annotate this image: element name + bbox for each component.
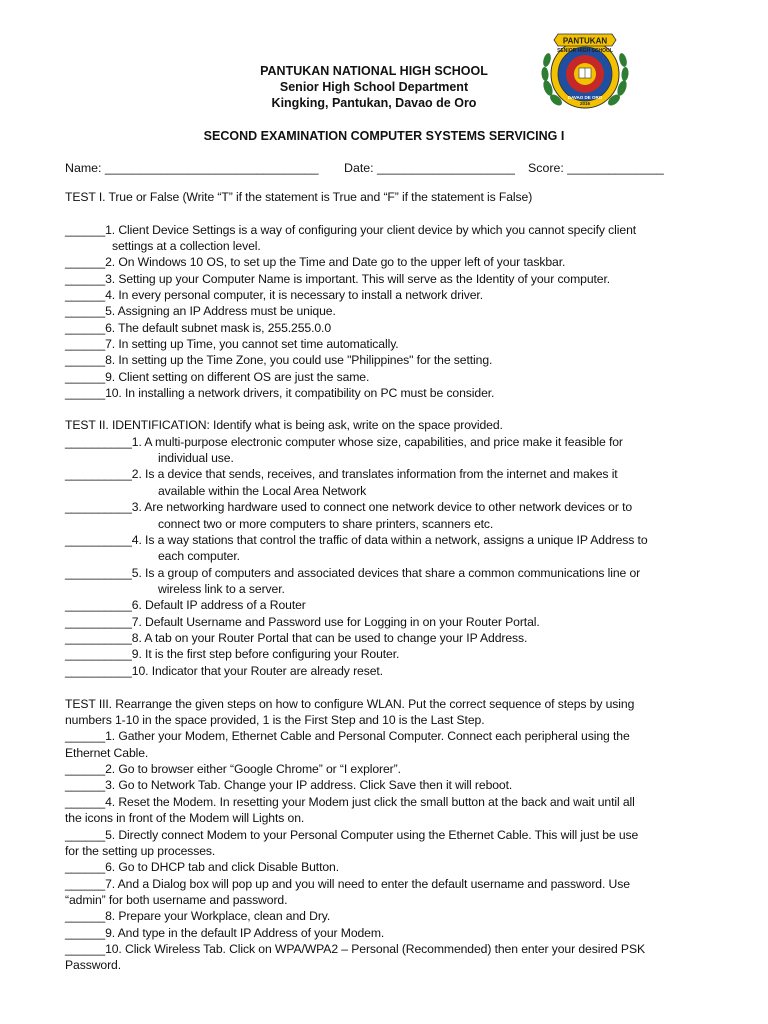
test3-item: ______6. Go to DHCP tab and click Disable Button. <box>65 860 339 874</box>
test2-item: __________10. Indicator that your Router are already reset. <box>65 664 383 678</box>
test2-item: __________1. A multi-purpose electronic computer whose size, capabilities, and price make it feasible for <box>65 435 623 449</box>
name-field: Name: _______________________________ <box>65 161 319 175</box>
test1-item-cont: settings at a collection level. <box>112 239 261 253</box>
test3-item: ______4. Reset the Modem. In resetting your Modem just click the small button at the back and wait until all <box>65 795 635 809</box>
test3-item: ______7. And a Dialog box will pop up and you will need to enter the default username and password. Use <box>65 877 630 891</box>
test1-item: ______8. In setting up the Time Zone, you could use "Philippines" for the setting. <box>65 353 493 367</box>
department-name: Senior High School Department <box>279 80 469 94</box>
test2-item-cont: each computer. <box>158 549 240 563</box>
school-name: PANTUKAN NATIONAL HIGH SCHOOL <box>260 64 488 78</box>
test3-heading-cont: numbers 1-10 in the space provided, 1 is the First Step and 10 is the Last Step. <box>65 713 485 727</box>
test2-item: __________4. Is a way stations that control the traffic of data within a network, assigns a unique IP Address to <box>65 533 648 547</box>
test1-item: ______2. On Windows 10 OS, to set up the Time and Date go to the upper left of your taskbar. <box>65 255 566 269</box>
test2-item: __________8. A tab on your Router Portal that can be used to change your IP Address. <box>65 631 528 645</box>
test3-item: ______2. Go to browser either “Google Chrome” or “I explorer”. <box>65 762 401 776</box>
test3-item: ______8. Prepare your Workplace, clean and Dry. <box>65 909 331 923</box>
test2-item: __________6. Default IP address of a Router <box>65 598 306 612</box>
test3-item-cont: “admin” for both username and password. <box>65 893 288 907</box>
test3-item: ______5. Directly connect Modem to your Personal Computer using the Ethernet Cable. This will just be use <box>65 828 639 842</box>
test2-item: __________3. Are networking hardware used to connect one network device to other network devices or to <box>65 500 633 514</box>
test3-item-cont: Password. <box>65 958 121 972</box>
test3-item: ______1. Gather your Modem, Ethernet Cable and Personal Computer. Connect each peripheral using the <box>65 729 630 743</box>
test1-item: ______10. In installing a network drivers, it compatibility on PC must be consider. <box>65 386 495 400</box>
score-field: Score: ______________ <box>528 161 664 175</box>
exam-title: SECOND EXAMINATION COMPUTER SYSTEMS SERVICING I <box>203 129 565 143</box>
test3-item: ______3. Go to Network Tab. Change your IP address. Click Save then it will reboot. <box>65 778 513 792</box>
test2-item-cont: individual use. <box>158 451 234 465</box>
test1-item: ______5. Assigning an IP Address must be unique. <box>65 304 336 318</box>
seal-year: 2016 <box>579 101 591 106</box>
test2-item: __________5. Is a group of computers and associated devices that share a common communications line or <box>65 566 641 580</box>
test1-item: ______7. In setting up Time, you cannot set time automatically. <box>65 337 399 351</box>
test2-heading: TEST II. IDENTIFICATION: Identify what is being ask, write on the space provided. <box>65 418 503 432</box>
test3-item-cont: Ethernet Cable. <box>65 746 149 760</box>
test1-item: ______6. The default subnet mask is, 255.255.0.0 <box>65 321 332 335</box>
test1-item: ______4. In every personal computer, it is necessary to install a network driver. <box>65 288 484 302</box>
test2-item: __________2. Is a device that sends, receives, and translates information from the internet and makes it <box>65 467 618 481</box>
test3-item: ______10. Click Wireless Tab. Click on WPA/WPA2 – Personal (Recommended) then enter your desired PSK <box>65 942 646 956</box>
date-field: Date: ____________________ <box>344 161 515 175</box>
test2-item-cont: available within the Local Area Network <box>158 484 367 498</box>
seal-lower-text: DAVAO DE ORO <box>567 95 603 100</box>
test2-item-cont: connect two or more computers to share printers, scanners etc. <box>158 517 494 531</box>
test2-item: __________7. Default Username and Password use for Logging in on your Router Portal. <box>65 615 540 629</box>
school-address: Kingking, Pantukan, Davao de Oro <box>271 96 477 110</box>
seal-banner-text: PANTUKAN <box>562 36 608 46</box>
school-seal-logo <box>538 28 632 114</box>
test2-item-cont: wireless link to a server. <box>158 582 285 596</box>
test3-item: ______9. And type in the default IP Address of your Modem. <box>65 926 385 940</box>
test3-item-cont: for the setting up processes. <box>65 844 216 858</box>
test1-item: ______1. Client Device Settings is a way of configuring your client device by which you cannot specify client <box>65 223 637 237</box>
test3-heading: TEST III. Rearrange the given steps on how to configure WLAN. Put the correct sequence of steps by using <box>65 697 635 711</box>
test2-item: __________9. It is the first step before configuring your Router. <box>65 647 400 661</box>
seal-ring-text: SENIOR HIGH SCHOOL <box>557 48 613 54</box>
test1-item: ______3. Setting up your Computer Name is important. This will serve as the Identity of your computer. <box>65 272 611 286</box>
test3-item-cont: the icons in front of the Modem will Lights on. <box>65 811 305 825</box>
test1-item: ______9. Client setting on different OS are just the same. <box>65 370 370 384</box>
test1-heading: TEST I. True or False (Write “T” if the statement is True and “F” if the statement is False) <box>65 190 533 204</box>
